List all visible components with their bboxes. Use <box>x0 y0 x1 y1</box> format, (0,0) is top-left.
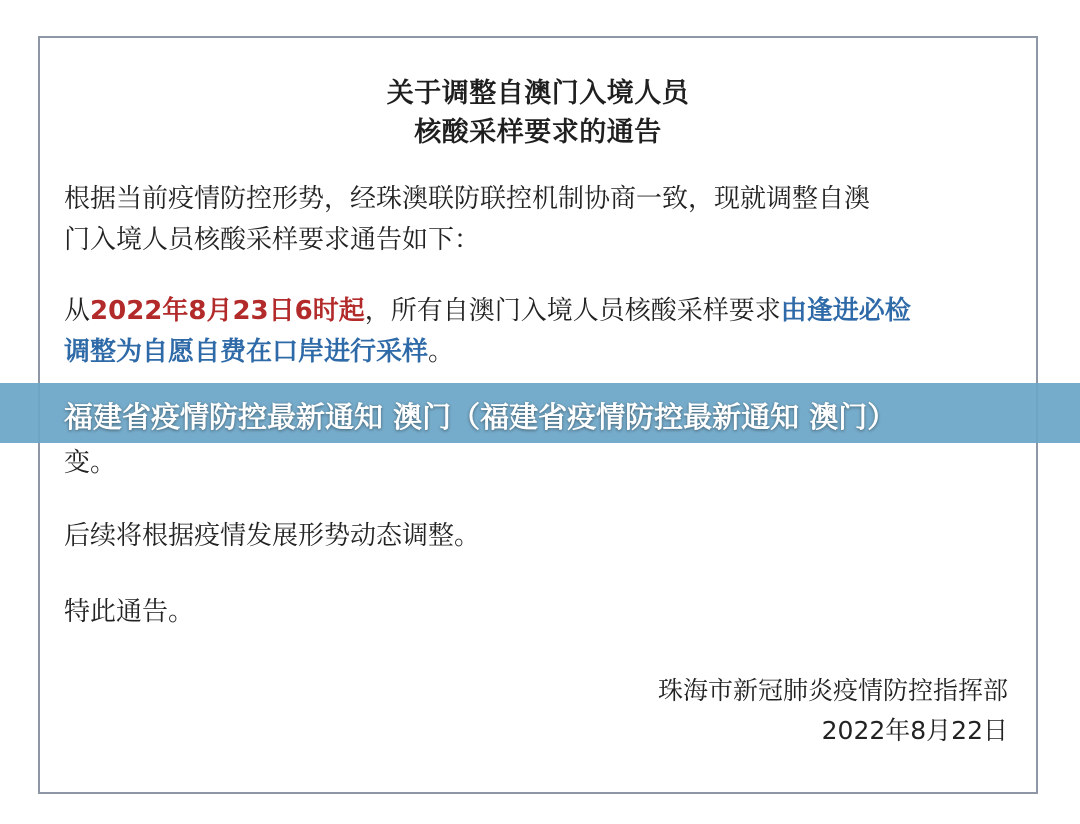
paragraph-unchanged-tail: 变。 <box>64 448 117 478</box>
signature-organization: 珠海市新冠肺炎疫情防控指挥部 <box>657 676 1008 705</box>
paragraph-closing: 特此通告。 <box>64 597 195 627</box>
paragraph-adjustment <box>64 291 1024 373</box>
paragraph-intro-line2: 门入境人员核酸采样要求通告如下： <box>64 225 481 255</box>
adjustment-highlight-2: 调整为自愿自费在口岸进行采样 <box>64 337 429 367</box>
paragraph-adjustment-line1 <box>64 291 1024 332</box>
signature-date: 2022年8月22日 <box>821 716 1008 745</box>
paragraph-intro-line1: 根据当前疫情防控形势，经珠澳联防联控机制协商一致，现就调整自澳 <box>64 184 871 214</box>
adjustment-highlight-1: 由逢进必检 <box>780 296 911 326</box>
adjustment-prefix: 从 <box>64 296 91 326</box>
notice-title-line1: 关于调整自澳门入境人员 <box>386 78 690 109</box>
paragraph-followup: 后续将根据疫情发展形势动态调整。 <box>64 521 481 551</box>
adjustment-middle: ，所有自澳门入境人员核酸采样要求 <box>364 296 781 326</box>
notice-title-line2: 核酸采样要求的通告 <box>414 117 662 148</box>
paragraph-adjustment-line2 <box>64 332 1024 373</box>
headline-banner <box>0 383 1080 443</box>
paragraph-intro <box>64 179 1024 261</box>
effective-time: 2022年8月23日6时起 <box>90 296 365 326</box>
headline-banner-text: 福建省疫情防控最新通知 澳门（福建省疫情防控最新通知 澳门） <box>64 400 897 434</box>
adjustment-end: 。 <box>428 337 455 367</box>
